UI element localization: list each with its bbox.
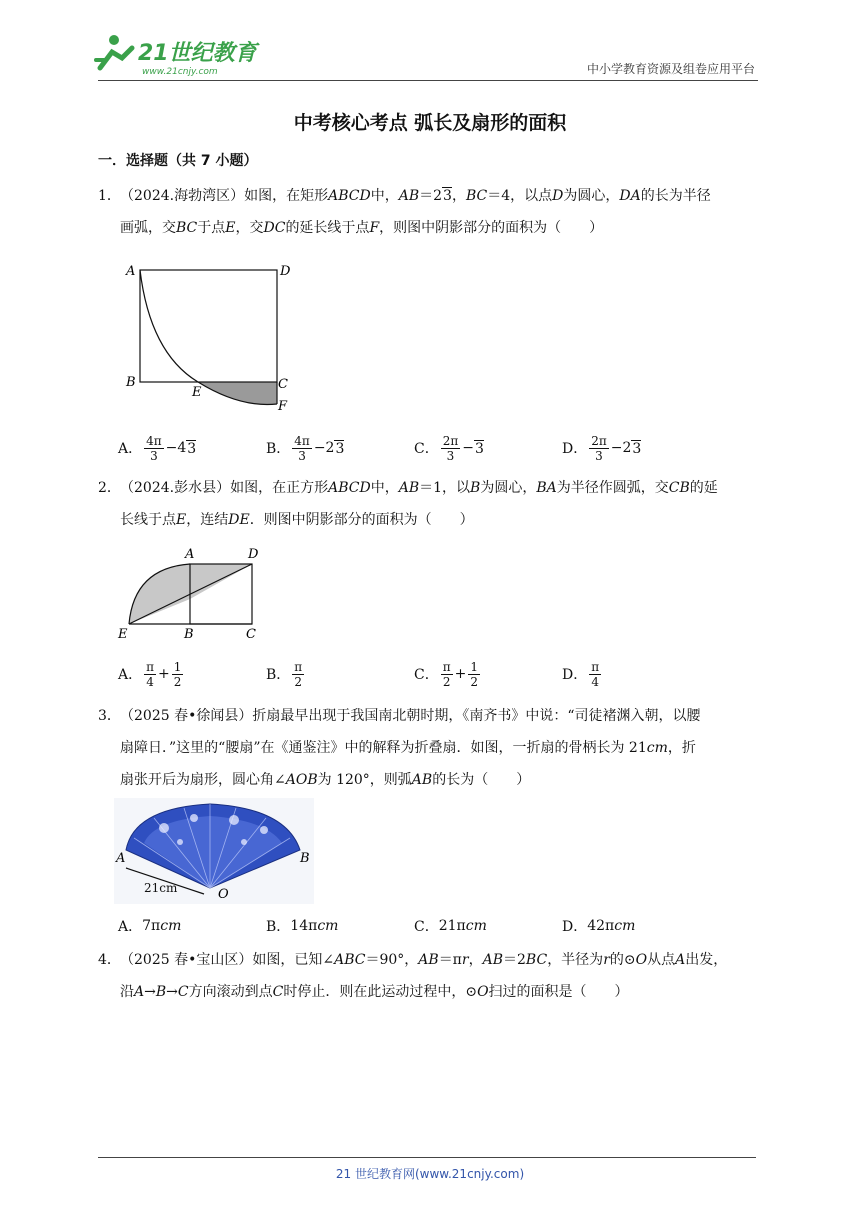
option-letter: C．: [414, 919, 439, 935]
frac-den: 3: [298, 448, 306, 463]
section-heading: 一．选择题（共 7 小题）: [98, 153, 258, 169]
option-letter: D．: [562, 441, 588, 457]
frac-num: 1: [470, 659, 478, 674]
q1-figure: [120, 258, 300, 418]
q3-option-c[interactable]: [414, 906, 487, 946]
q2-var: E: [176, 512, 187, 528]
q2-text: ．则图中阴影部分的面积为（ ）: [249, 512, 474, 528]
q1-var: F: [369, 220, 380, 236]
q2-text: 中，: [370, 480, 399, 496]
q1-text: ＝2: [419, 188, 443, 204]
q3-text: 的长为（ ）: [432, 772, 531, 788]
option-rest: −: [462, 440, 474, 456]
option-letter: C．: [414, 667, 439, 683]
q3-option-d[interactable]: [562, 906, 635, 946]
option-sqrt: 3: [632, 440, 642, 457]
option-unit: cm: [614, 918, 636, 934]
option-letter: B．: [266, 441, 291, 457]
footer-divider: [98, 1157, 756, 1158]
option-letter: B．: [266, 667, 291, 683]
q1-var: DA: [619, 188, 641, 204]
option-letter: D．: [562, 919, 588, 935]
q1-text: 画弧，交: [120, 220, 176, 236]
q1-var: D: [552, 188, 564, 204]
frac-num: 1: [173, 659, 182, 674]
q4-text: 扫过的面积是（ ）: [488, 984, 629, 1000]
option-value: 21π: [438, 918, 466, 934]
option-letter: A．: [118, 667, 143, 683]
q2-option-d[interactable]: [562, 654, 603, 694]
option-letter: A．: [118, 441, 143, 457]
frac-num: 4π: [146, 433, 162, 448]
q2-number: 2．: [98, 480, 121, 496]
q3-fan-figure: [114, 798, 314, 904]
q2-text: 为圆心，: [480, 480, 537, 496]
q1-text: ＝4，以点: [487, 188, 553, 204]
frac-den: 2: [294, 674, 303, 689]
q1-label-c: C: [278, 377, 288, 392]
q4-text: 时停止．则在此运动过程中，⊙: [283, 984, 478, 1000]
option-letter: D．: [562, 667, 588, 683]
q2-var: AB: [398, 480, 420, 496]
q2-var: DE: [228, 512, 250, 528]
frac-den: 2: [470, 674, 478, 689]
q4-text: ＝π: [438, 952, 462, 968]
q2-label-e: E: [118, 627, 128, 642]
q2-text: ＝1，以: [419, 480, 471, 496]
q3-option-a[interactable]: [118, 906, 181, 946]
q4-var: O: [635, 952, 648, 968]
q2-figure: [112, 544, 272, 644]
q4-var: ABC: [334, 952, 366, 968]
q2-label-b: B: [184, 627, 194, 642]
q1-sqrt: 3: [443, 188, 452, 204]
q1-var: E: [225, 220, 236, 236]
q1-label-b: B: [126, 375, 136, 390]
option-value: 7π: [142, 918, 161, 934]
q3-options: [118, 906, 768, 946]
q2-var: BA: [536, 480, 557, 496]
question-1: [98, 180, 766, 244]
q4-var: C: [272, 984, 284, 1000]
q1-text: （2024.海勃湾区）如图，在矩形: [120, 188, 329, 204]
q1-label-a: A: [126, 264, 136, 279]
q4-text: 的⊙: [609, 952, 636, 968]
q4-var: A: [134, 984, 145, 1000]
header-divider: [98, 80, 758, 81]
option-sqrt: 3: [474, 440, 484, 457]
q3-text: 扇张开后为扇形，圆心角∠: [120, 772, 286, 788]
q2-var: CB: [668, 480, 690, 496]
q3-length-label: 21cm: [144, 881, 178, 895]
q4-text: ，半径为: [547, 952, 604, 968]
q4-text: ＝2: [503, 952, 526, 968]
q1-number: 1．: [98, 188, 121, 204]
q3-label-b: B: [300, 851, 310, 866]
q1-label-e: E: [192, 385, 202, 400]
option-rest: −2: [610, 440, 632, 456]
option-unit: cm: [317, 918, 339, 934]
option-letter: C．: [414, 441, 439, 457]
frac-den: 4: [146, 674, 154, 689]
q2-var: B: [470, 480, 481, 496]
frac-den: 4: [591, 674, 599, 689]
question-2: [98, 472, 766, 536]
q1-option-c[interactable]: [414, 428, 484, 468]
option-unit: cm: [160, 918, 182, 934]
frac-num: π: [294, 659, 303, 674]
q4-var: r: [603, 952, 610, 968]
q2-text: 的延: [689, 480, 718, 496]
q1-var: BC: [465, 188, 488, 204]
q1-text: 的长为半径: [640, 188, 711, 204]
q3-text: 为 120°，则弧: [317, 772, 412, 788]
q4-var: BC: [525, 952, 548, 968]
q4-var: C: [177, 984, 189, 1000]
svg-text:www.21cnjy.com: www.21cnjy.com: [142, 67, 218, 77]
q1-var: BC: [176, 220, 198, 236]
q1-var: DC: [263, 220, 286, 236]
q2-text: 长线于点: [120, 512, 176, 528]
logo: [92, 30, 272, 80]
q2-text: （2024.彭水县）如图，在正方形: [120, 480, 329, 496]
frac-den: 3: [446, 448, 455, 463]
q1-text: 的延长线于点: [285, 220, 370, 236]
q2-option-b[interactable]: [266, 654, 306, 694]
q3-label-o: O: [218, 887, 229, 902]
option-value: 14π: [290, 918, 318, 934]
q3-var: AB: [411, 772, 433, 788]
q4-var: O: [477, 984, 489, 1000]
question-4: [98, 944, 766, 1008]
q1-option-b[interactable]: [266, 428, 344, 468]
q1-label-f: F: [278, 399, 288, 414]
q4-text: 出发，: [685, 952, 728, 968]
option-sqrt: 3: [335, 440, 345, 457]
q4-number: 4．: [98, 952, 121, 968]
q3-label-a: A: [116, 851, 126, 866]
q1-options: [118, 428, 768, 468]
q1-var: AB: [398, 188, 420, 204]
option-op: +: [158, 666, 170, 682]
q4-text: →: [144, 984, 156, 1000]
q3-unit: cm: [646, 740, 668, 756]
q3-var: AOB: [285, 772, 318, 788]
q1-text: 为圆心，: [563, 188, 620, 204]
option-op: +: [454, 666, 467, 682]
q2-var: ABCD: [328, 480, 371, 496]
q1-text: ，交: [235, 220, 264, 236]
frac-den: 2: [442, 674, 451, 689]
frac-num: π: [591, 659, 600, 674]
q3-number: 3．: [98, 708, 121, 724]
q2-option-a[interactable]: [118, 654, 185, 694]
page-title: 中考核心考点 弧长及扇形的面积: [293, 112, 567, 134]
q3-option-b[interactable]: [266, 906, 338, 946]
q2-text: 为半径作圆弧，交: [556, 480, 669, 496]
q4-var: A: [675, 952, 686, 968]
q2-label-a: A: [185, 547, 195, 562]
q4-var: B: [155, 984, 167, 1000]
q1-text: ，: [451, 188, 466, 204]
q1-option-d[interactable]: [562, 428, 641, 468]
q3-text: 扇障日．”这里的“腰扇”在《通鉴注》中的解释为折叠扇．如图，一折扇的骨柄长为 21: [120, 740, 647, 756]
q2-label-d: D: [248, 547, 259, 562]
q1-text: 中，: [370, 188, 399, 204]
frac-den: 3: [595, 448, 603, 463]
q3-text: ，折: [667, 740, 696, 756]
frac-den: 3: [150, 448, 158, 463]
q4-text: ，: [468, 952, 483, 968]
q1-label-d: D: [280, 264, 291, 279]
option-sqrt: 3: [187, 440, 197, 457]
q2-option-c[interactable]: [414, 654, 482, 694]
q4-text: 沿: [120, 984, 134, 1000]
q2-text: ，连结: [186, 512, 229, 528]
svg-text:21世纪教育: 21世纪教育: [138, 41, 257, 66]
q2-options: [118, 654, 768, 694]
header-platform-text: 中小学教育资源及组卷应用平台: [586, 62, 755, 76]
q4-var: AB: [482, 952, 503, 968]
option-rest: −4: [165, 440, 187, 456]
option-value: 42π: [587, 918, 615, 934]
q4-text: ＝90°，: [365, 952, 419, 968]
q4-text: 从点: [647, 952, 676, 968]
frac-num: π: [146, 659, 155, 674]
runner-logo-icon: [92, 30, 272, 80]
q4-text: 方向滚动到点: [188, 984, 273, 1000]
option-unit: cm: [465, 918, 487, 934]
q1-var: ABCD: [328, 188, 371, 204]
q4-text: （2025 春•宝山区）如图，已知∠: [120, 952, 335, 968]
option-letter: A．: [118, 919, 143, 935]
frac-num: 4π: [294, 433, 310, 448]
q1-text: ，则图中阴影部分的面积为（ ）: [379, 220, 604, 236]
q4-var: r: [461, 952, 469, 968]
frac-num: 2π: [591, 433, 607, 448]
q1-text: 于点: [197, 220, 226, 236]
q4-var: AB: [418, 952, 439, 968]
q4-text: →: [166, 984, 178, 1000]
option-letter: B．: [266, 919, 291, 935]
option-rest: −2: [313, 440, 335, 456]
q2-label-c: C: [246, 627, 256, 642]
frac-den: 2: [173, 674, 182, 689]
q3-text: （2025 春•徐闻县）折扇最早出现于我国南北朝时期，《南齐书》中说：“司徒褚渊入朝，以腰: [120, 708, 701, 724]
frac-num: 2π: [442, 433, 459, 448]
question-3: [98, 700, 766, 796]
footer-link[interactable]: 21 世纪教育网(www.21cnjy.com): [335, 1167, 525, 1181]
frac-num: π: [442, 659, 451, 674]
q1-option-a[interactable]: [118, 428, 196, 468]
